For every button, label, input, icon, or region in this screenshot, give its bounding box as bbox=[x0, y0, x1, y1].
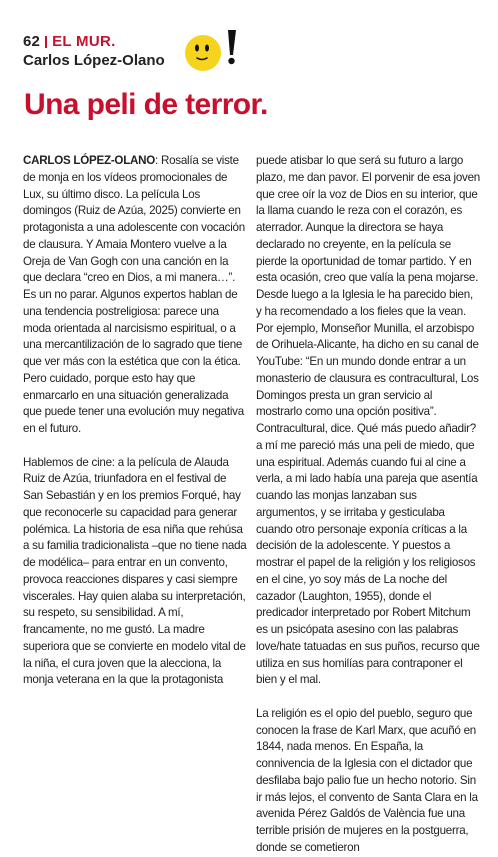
paragraph-intro bbox=[23, 153, 247, 438]
header-top-line bbox=[23, 33, 165, 50]
page-number: 62 bbox=[23, 33, 41, 50]
byline: CARLOS LÓPEZ-OLANO bbox=[23, 154, 156, 167]
column-author: Carlos López-Olano bbox=[23, 52, 165, 69]
section-name: EL MUR. bbox=[52, 33, 116, 50]
paragraph-cinema-continued: puede atisbar lo que será su futuro a largo plazo, me dan pavor. El porvenir de esa joven que cree oír la voz de Dios en su interior, que la llama cuando le reza con el corazón, es aterrador. Aunque la directora se haya declarado no creyente, en la película se pierde la oportunidad de tomar partido. Y en esta ocasión, creo que valía la pena mojarse. Desde luego a la Iglesia le ha parecido bien, y ha recomendado a los fieles que la vean. Por ejemplo, Monseñor Munilla, el arzobispo de Orihuela-Alicante, ha dicho en su canal de YouTube: “En un mundo donde entrar a un monasterio de clausura es contracultural, Los Domingos presta un gran servicio al mostrarlo como una opción positiva”. Contracultural, dice. Qué más puedo añadir? a mí me pareció más una peli de miedo, que una espiritual. Además cuando fui al cine a verla, a mi lado había una pareja que asentía cuando las monjas lanzaban sus argumentos, y se irritaba y gesticulaba cuando otro personaje exponía críticas a la decisión de la adolescente. Y puestos a mostrar el papel de la religión y los religiosos en el cine, yo soy más de La noche del cazador (Laughton, 1955), donde el predicador interpretado por Robert Mitchum es un psicópata asesino con las palabras love/hate tatuadas en sus puños, recurso que utiliza en sus homilías para contraponer el bien y el mal. bbox=[256, 154, 480, 687]
article-column-right bbox=[256, 153, 481, 857]
intro-text: : Rosalía se viste de monja en los vídeos promocionales de Lux, su último disco. La película Los domingos (Ruiz de Azúa, 2025) convierte en protagonista a una adolescente con vocación de clausura. Y Amaia Montero vuelve a la Oreja de Van Gogh con una canción en la que declara “creo en Dios, a mi manera…”. Es un no parar. Algunos expertos hablan de una tendencia postreligiosa: parece una moda orientada al narcisismo espiritual, o a una mercantilización de lo sagrado que tiene que ver más con la estética que con la ética. Pero cuidado, porque esto hay que enmarcarlo en una situación generalizada que puede tener una evolución muy negativa en el futuro. bbox=[23, 154, 245, 435]
article-column-left bbox=[23, 153, 247, 689]
paragraph-cinema: Hablemos de cine: a la película de Alauda Ruiz de Azúa, triunfadora en el festival de San Sebastián y en los premios Forqué, hay que reconocerle su capacidad para generar polémica. La historia de esa niña que rehúsa a su familia tradicionalista –que no tiene nada de modélica– para entrar en un convento, provoca reacciones dispares y casi siempre viscerales. Hay quien alaba su interpretación, su respeto, su sensibilidad. A mí, francamente, no me gustó. La madre superiora que se convierte en modelo vital de la niña, el cura joven que la alecciona, la monja veterana en la que la protagonista bbox=[23, 455, 247, 687]
smiley-exclamation-icon bbox=[181, 27, 243, 73]
page-header bbox=[23, 33, 165, 69]
header-divider bbox=[45, 36, 47, 48]
article-title: Una peli de terror. bbox=[24, 88, 268, 121]
paragraph-religion: La religión es el opio del pueblo, seguro que conocen la frase de Karl Marx, que acuñó en 1844, nada menos. En España, la connivencia de la Iglesia con el dictador que desfilaba bajo palio fue un hecho notorio. Sin ir más lejos, el convento de Santa Clara en la avenida Pérez Galdós de València fue una terrible prisión de mujeres en la postguerra, donde se cometieron bbox=[256, 706, 478, 854]
